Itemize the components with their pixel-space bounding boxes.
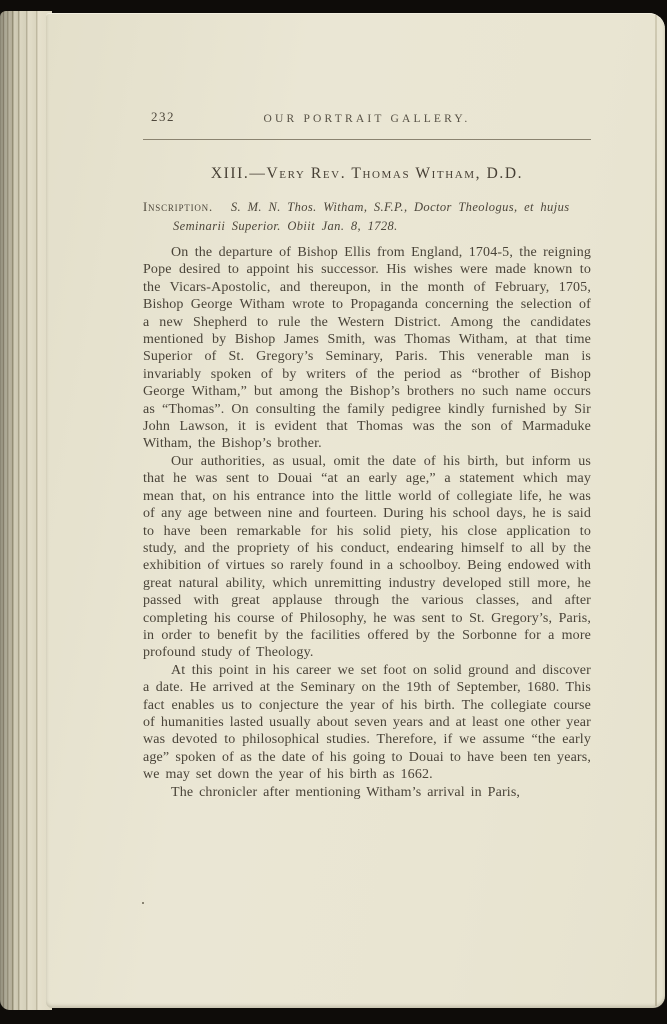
inscription-text: S. M. N. Thos. Witham, S.F.P., Doctor Theologus, et hujus Seminarii Superior. Obiit Jan. 8, 1728. <box>173 200 570 233</box>
paragraph-2: Our authorities, as usual, omit the date of his birth, but inform us that he was sent to Douai “at an early age,” a statement which may mean that, on his entrance into the little world of collegiate life, he was of any age between nine and fourteen. During his school days, he is said to have been remarkable for his solid piety, his close application to study, and the propriety of his conduct, endearing himself to all by the exhibition of virtues so rarely found in a schoolboy. Being endowed with great natural ability, which unremitting industry developed still more, he passed with great applause through the various classes, and after completing his course of Philosophy, he was sent to St. Gregory’s, Paris, in order to benefit by the facilities offered by the Sorbonne for a more profound study of Theology. <box>143 453 591 661</box>
page-stack-shadow <box>0 11 52 1010</box>
inscription <box>143 198 591 235</box>
stray-ink-mark <box>142 902 144 904</box>
body-copy <box>143 244 591 801</box>
book-page <box>46 13 665 1008</box>
running-head-row <box>143 109 591 125</box>
article-title: XIII.—Very Rev. Thomas Witham, D.D. <box>210 165 524 182</box>
paragraph-3: At this point in his career we set foot on solid ground and discover a date. He arrived at the Seminary on the 19th of September, 1680. This fact enables us to conjecture the year of his birth. The collegiate course of humanities lasted usually about seven years and at least one other year was devoted to philosophical studies. Therefore, if we assume “the early age” spoken of as the date of his going to Douai to have been ten years, we may set down the year of his birth as 1662. <box>143 662 591 783</box>
running-header: OUR PORTRAIT GALLERY. <box>263 113 471 125</box>
paragraph-4: The chronicler after mentioning Witham’s arrival in Paris, <box>171 784 521 800</box>
text-block <box>46 109 665 801</box>
header-rule <box>143 139 591 140</box>
page-number: 232 <box>151 109 175 124</box>
inscription-label: Inscription. <box>143 200 213 214</box>
paragraph-1: On the departure of Bishop Ellis from England, 1704-5, the reigning Pope desired to appoint his successor. His wishes were made known to the Vicars-Apostolic, and thereupon, in the month of February, 1705, Bishop George Witham wrote to Propaganda concerning the selection of a new Shepherd to rule the Western District. Among the candidates mentioned by Bishop James Smith, was Thomas Witham, at that time Superior of St. Gregory’s Seminary, Paris. This venerable man is invariably spoken of by writers of the period as “brother of Bishop George Witham,” but among the Bishop’s brothers no such name occurs as “Thomas”. On consulting the family pedigree kindly furnished by Sir John Lawson, it is evident that Thomas was the son of Marmaduke Witham, the Bishop’s brother. <box>143 245 591 452</box>
page-stack-edge <box>0 11 52 1010</box>
